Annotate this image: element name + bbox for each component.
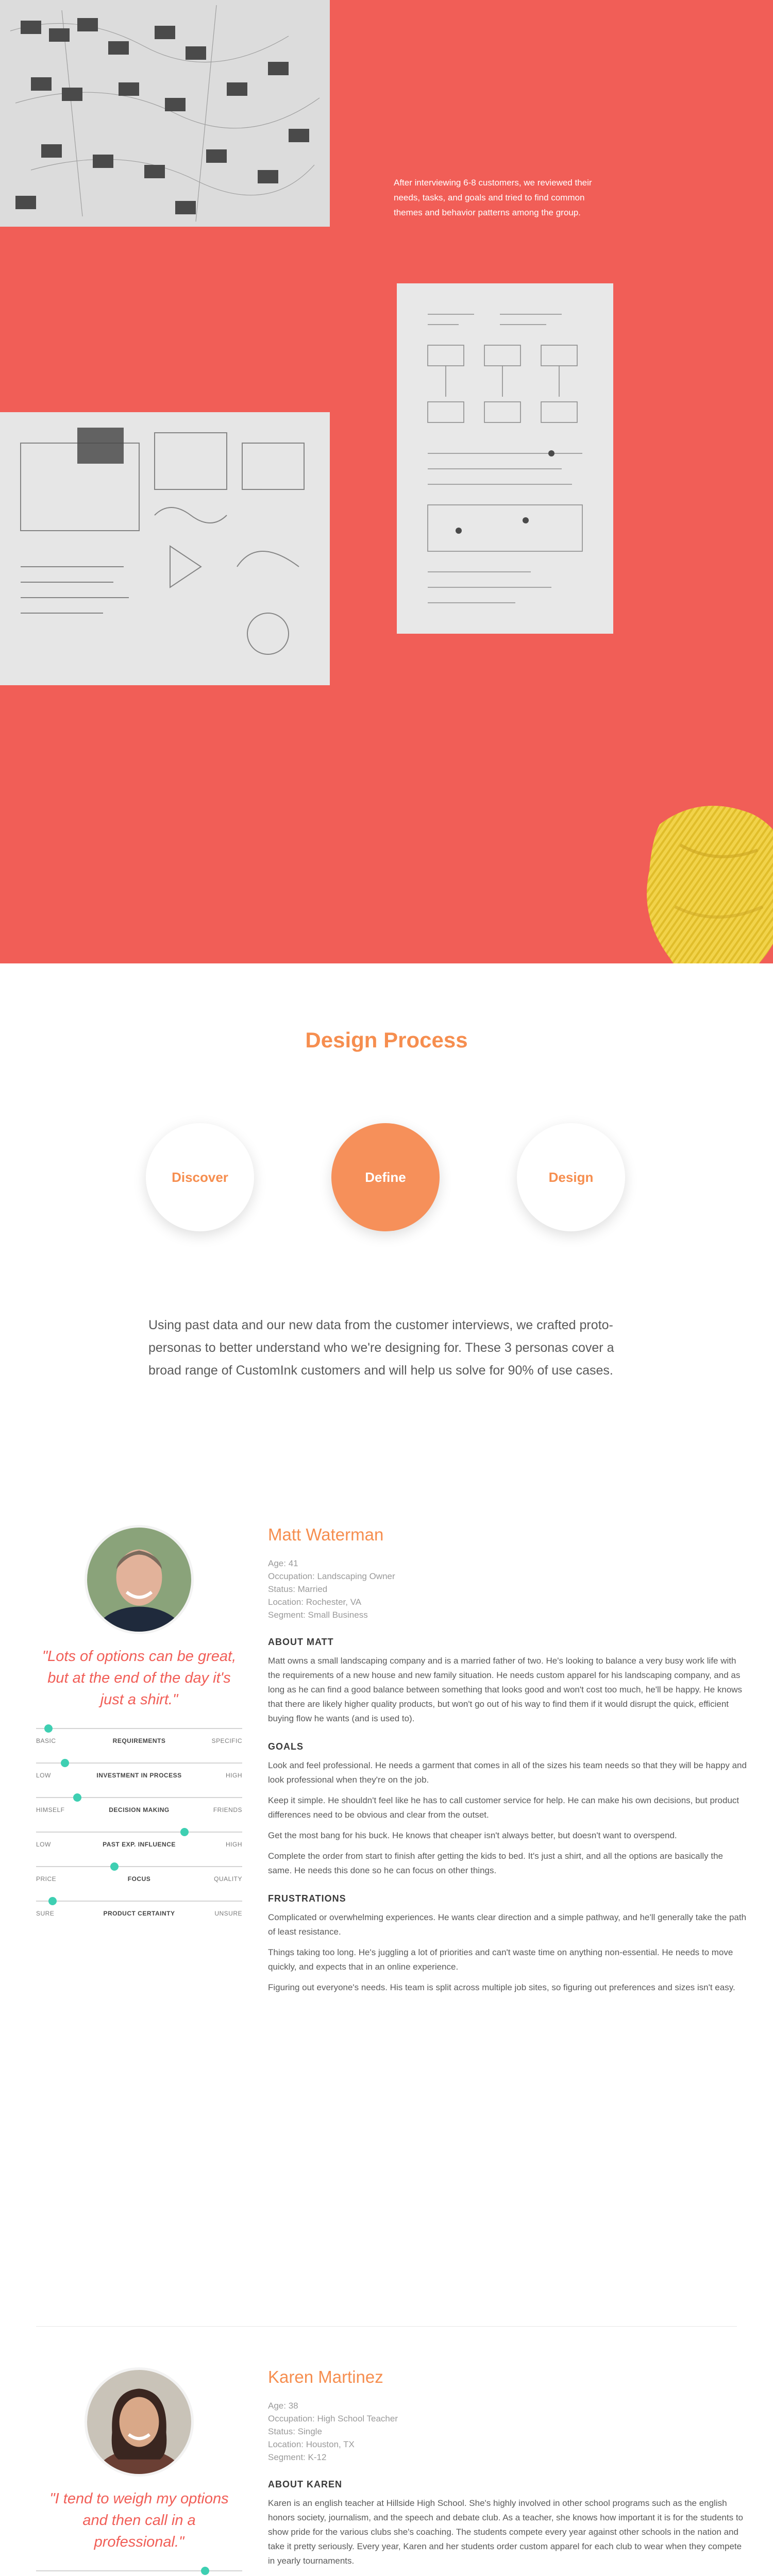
scale-marker [44, 1724, 53, 1733]
scale-left-label: SURE [36, 1910, 55, 1917]
scale-marker [73, 1793, 81, 1802]
persona-scale [36, 2563, 242, 2576]
scale-track [36, 1797, 242, 1798]
persona-details [268, 1525, 747, 1995]
persona-meta: Age: 38 [268, 2401, 298, 2411]
scale-label: PRODUCT CERTAINTY [103, 1910, 175, 1917]
scale-marker [201, 2567, 209, 2575]
persona-name: Matt Waterman [268, 1525, 384, 1544]
persona-divider [36, 2326, 737, 2327]
persona-paragraph: Keep it simple. He shouldn't feel like he has to call customer service for help. He can make his own decisions, but product differences need to be obvious and clear from the outset. [268, 1795, 740, 1820]
persona-scale [36, 1790, 242, 1824]
persona-paragraph: Get the most bang for his buck. He knows that cheaper isn't always better, but doesn't want to overspend. [268, 1831, 677, 1840]
phase-discover: Discover [146, 1123, 254, 1231]
scale-marker [48, 1897, 57, 1905]
scale-right-label: HIGH [226, 1772, 242, 1779]
process-intro: Using past data and our new data from the customer interviews, we crafted proto-personas to better understand who we're designing for. These 3 personas cover a broad range of CustomInk customers and will help us solve for 90% of use cases. [148, 1318, 614, 1378]
persona-card [0, 1484, 773, 2324]
persona-section-heading: ABOUT KAREN [268, 2479, 342, 2489]
persona-paragraph: Matt owns a small landscaping company and is a married father of two. He's looking to balance a very busy work life with the requirements of a new house and new family situation. He needs custom apparel for his landscaping company, and as long as he can find a good balance between something that looks good and won't cost too much, he'll be happy. He knows that there are likely higher quality products, but won't go out of his way to find them if it would disrupt the quick, efficient buying flow he wants (and is used to). [268, 1656, 743, 1723]
persona-meta: Age: 41 [268, 1558, 298, 1568]
persona-meta: Location: Houston, TX [268, 2439, 355, 2449]
design-process-title: Design Process [305, 1028, 468, 1052]
scale-track [36, 1901, 242, 1902]
hero-banner [0, 0, 773, 963]
persona-scale [36, 1721, 242, 1755]
persona-paragraph: Complicated or overwhelming experiences. He wants clear direction and a simple pathway, and he'll generally take the path of least resistance. [268, 1912, 747, 1937]
scale-label: INVESTMENT IN PROCESS [96, 1772, 182, 1779]
affinity-map-photo [0, 0, 330, 227]
scale-track [36, 1728, 242, 1729]
scale-left-label: BASIC [36, 1737, 56, 1744]
persona-section-heading: FRUSTRATIONS [268, 1893, 346, 1904]
persona-meta: Status: Married [268, 1584, 328, 1594]
design-process-section [0, 963, 773, 1378]
persona-paragraph: Complete the order from start to finish after getting the kids to bed. It's just a shirt, and all the options are basically the same. He needs this done so he can focus on other things. [268, 1851, 723, 1875]
persona-meta: Location: Rochester, VA [268, 1597, 362, 1607]
scale-marker [180, 1828, 189, 1836]
scale-right-label: SPECIFIC [211, 1737, 242, 1744]
sketch-photo-2 [397, 283, 613, 634]
scale-track [36, 1832, 242, 1833]
scale-label: REQUIREMENTS [112, 1737, 166, 1744]
persona-scale [36, 1859, 242, 1893]
persona-paragraph: Karen is an english teacher at Hillside High School. She's highly involved in other school programs such as the english honors society, journalism, and the speech and debate club. As a teacher, she knows how important it is for the students to show pride for the various clubs she's coaching. The students compete every year against other schools in the nation and take it pretty seriously. Every year, Karen and her students order custom apparel for each club to wear when they compete in yearly tournaments. [268, 2498, 743, 2566]
scale-track [36, 2570, 242, 2571]
persona-paragraph: Things taking too long. He's juggling a lot of priorities and can't waste time on anything non-essential. He needs to move quickly, and expects that in an online experience. [268, 1947, 733, 1972]
persona-meta: Status: Single [268, 2427, 322, 2436]
persona-meta: Occupation: Landscaping Owner [268, 1571, 395, 1581]
yellow-shirt-image [639, 793, 773, 963]
persona-details [268, 2367, 747, 2576]
persona-scale [36, 1824, 242, 1859]
persona-paragraph: Look and feel professional. He needs a garment that comes in all of the sizes his team needs so that they will be happy and look professional when they're on the job. [268, 1760, 747, 1785]
sketch-photo-1 [0, 412, 330, 685]
phase-define: Define [331, 1123, 440, 1231]
persona-section-heading: ABOUT MATT [268, 1637, 334, 1647]
persona-avatar [85, 1525, 194, 1634]
persona-quote: "I tend to weigh my options and then call in a professional." [49, 2490, 229, 2550]
persona-avatar [85, 2367, 194, 2477]
persona-meta: Occupation: High School Teacher [268, 2414, 398, 2424]
scale-left-label: HIMSELF [36, 1806, 65, 1814]
scale-label: DECISION MAKING [109, 1806, 170, 1814]
persona-scale [36, 1755, 242, 1790]
persona-meta: Segment: K-12 [268, 2452, 327, 2462]
scale-marker [61, 1759, 69, 1767]
persona-section-heading: GOALS [268, 1741, 304, 1752]
hero-caption: After interviewing 6-8 customers, we reviewed their needs, tasks, and goals and tried to find common themes and behavior patterns among the group. [394, 178, 592, 217]
scale-left-label: LOW [36, 1772, 51, 1779]
persona-name: Karen Martinez [268, 2367, 383, 2386]
scale-right-label: QUALITY [214, 1875, 242, 1883]
persona-scales [36, 1721, 242, 1928]
scale-left-label: LOW [36, 1841, 51, 1848]
persona-scale [36, 1893, 242, 1928]
persona-paragraph: Figuring out everyone's needs. His team is split across multiple job sites, so figuring out preferences and sizes isn't easy. [268, 1982, 735, 1992]
scale-right-label: UNSURE [214, 1910, 242, 1917]
scale-label: FOCUS [127, 1875, 151, 1883]
persona-card [0, 2326, 773, 2576]
scale-track [36, 1866, 242, 1867]
scale-label: PAST EXP. INFLUENCE [103, 1841, 176, 1848]
persona-quote: "Lots of options can be great, but at the end of the day it's just a shirt." [42, 1648, 237, 1708]
scale-left-label: PRICE [36, 1875, 57, 1883]
scale-marker [110, 1862, 119, 1871]
scale-right-label: HIGH [226, 1841, 242, 1848]
persona-scales [36, 2563, 242, 2576]
phase-design: Design [517, 1123, 625, 1231]
persona-meta: Segment: Small Business [268, 1610, 368, 1620]
scale-right-label: FRIENDS [213, 1806, 242, 1814]
